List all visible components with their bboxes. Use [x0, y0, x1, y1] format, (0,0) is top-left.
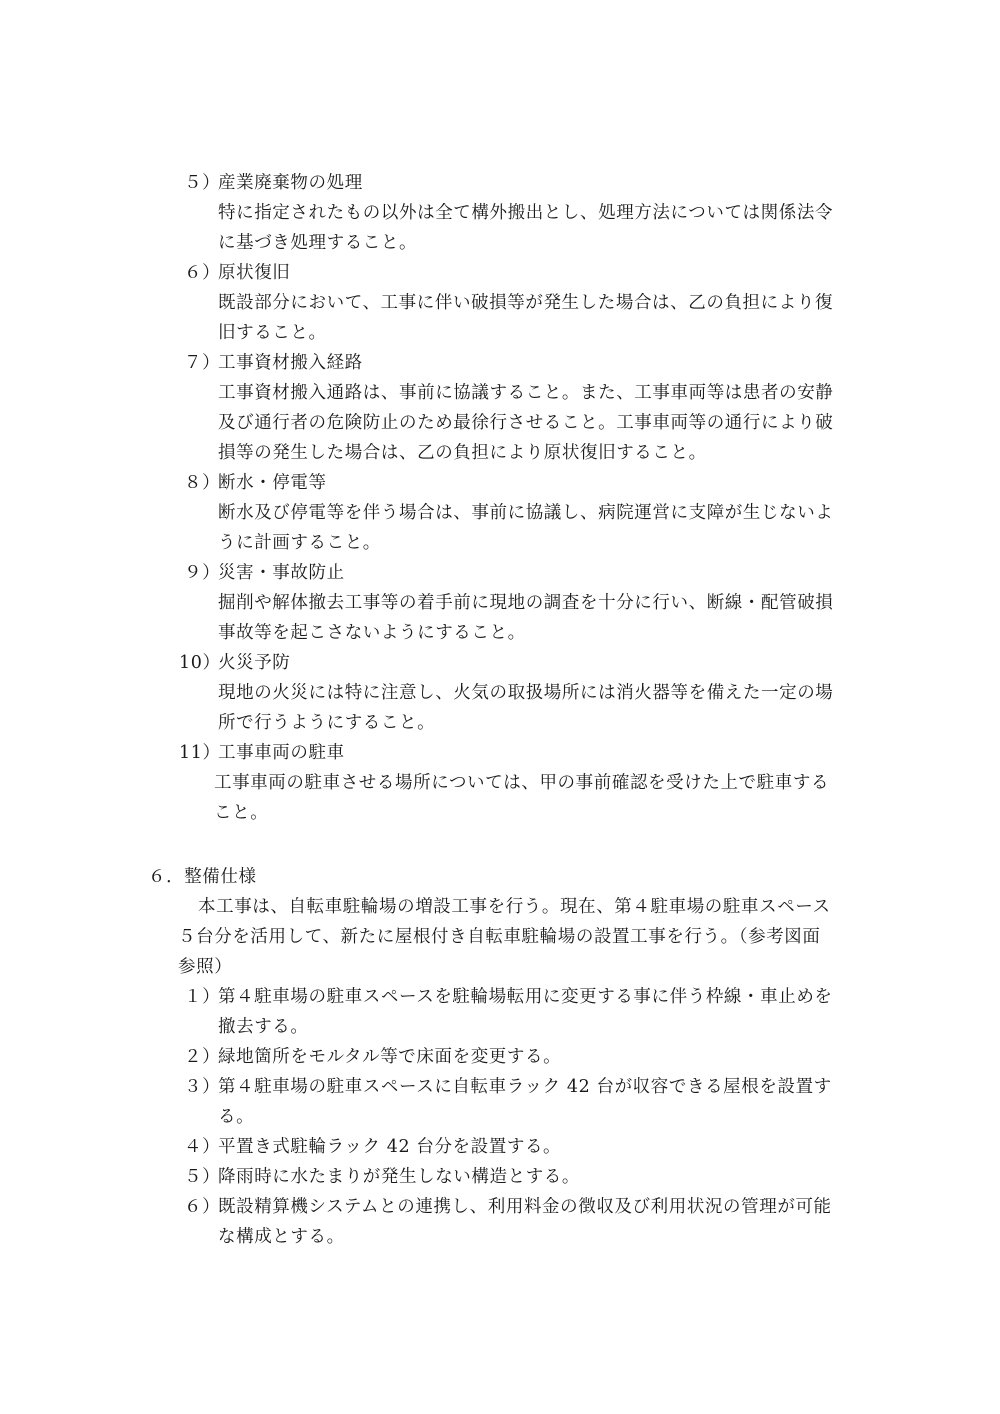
section-intro-line: 参照）: [178, 957, 233, 977]
item-body-line: に基づき処理すること。: [218, 233, 418, 253]
spec-item-line: 第４駐車場の駐車スペースに自転車ラック 42 台が収容できる屋根を設置す: [218, 1077, 832, 1097]
item-body-line: うに計画すること。: [218, 533, 381, 553]
item-body-line: 及び通行者の危険防止のため最徐行させること。工事車両等の通行により破: [218, 413, 834, 433]
item-body-line: 掘削や解体撤去工事等の着手前に現地の調査を十分に行い、断線・配管破損: [218, 593, 834, 613]
section-intro-line: 本工事は、自転車駐輪場の増設工事を行う。現在、第４駐車場の駐車スペース: [198, 897, 831, 917]
item-title: 工事資材搬入経路: [218, 353, 363, 373]
spec-item-number: ３）: [184, 1077, 221, 1097]
item-number: ６）: [184, 263, 221, 283]
spec-item-number: ５）: [184, 1167, 221, 1187]
item-title: 産業廃棄物の処理: [218, 173, 363, 193]
item-body-line: 所で行うようにすること。: [218, 713, 436, 733]
item-body-line: 工事資材搬入通路は、事前に協議すること。また、工事車両等は患者の安静: [218, 383, 834, 403]
item-body-line: こと。: [214, 803, 269, 823]
item-body-line: 事故等を起こさないようにすること。: [218, 623, 526, 643]
item-number: ９）: [184, 563, 221, 583]
item-body-line: 現地の火災には特に注意し、火気の取扱場所には消火器等を備えた一定の場: [218, 683, 834, 703]
item-body-line: 断水及び停電等を伴う場合は、事前に協議し、病院運営に支障が生じないよ: [218, 503, 834, 523]
section-heading: ６．整備仕様: [148, 867, 257, 887]
item-body-line: 既設部分において、工事に伴い破損等が発生した場合は、乙の負担により復: [218, 293, 834, 313]
section-intro-line: ５台分を活用して、新たに屋根付き自転車駐輪場の設置工事を行う。（参考図面: [178, 927, 821, 947]
spec-item-number: ４）: [184, 1137, 221, 1157]
item-body-line: 旧すること。: [218, 323, 327, 343]
spec-item-line: 降雨時に水たまりが発生しない構造とする。: [218, 1167, 580, 1187]
spec-item-number: ６）: [184, 1197, 221, 1217]
spec-item-line: 緑地箇所をモルタル等で床面を変更する。: [218, 1047, 562, 1067]
spec-item-line: な構成とする。: [218, 1227, 345, 1247]
spec-item-number: ２）: [184, 1047, 221, 1067]
item-body-line: 工事車両の駐車させる場所については、甲の事前確認を受けた上で駐車する: [214, 773, 830, 793]
item-title: 断水・停電等: [218, 473, 327, 493]
item-number: ５）: [184, 173, 221, 193]
item-number: ８）: [184, 473, 221, 493]
spec-item-line: 撤去する。: [218, 1017, 309, 1037]
item-body-line: 特に指定されたもの以外は全て構外搬出とし、処理方法については関係法令: [218, 203, 834, 223]
spec-item-line: 既設精算機システムとの連携し、利用料金の徴収及び利用状況の管理が可能: [218, 1197, 832, 1217]
item-title: 火災予防: [218, 653, 291, 673]
item-body-line: 損等の発生した場合は、乙の負担により原状復旧すること。: [218, 443, 707, 463]
spec-item-line: 第４駐車場の駐車スペースを駐輪場転用に変更する事に伴う枠線・車止めを: [218, 987, 833, 1007]
item-number: 10）: [179, 653, 221, 673]
item-number: ７）: [184, 353, 221, 373]
item-number: 11）: [179, 743, 221, 763]
spec-item-number: １）: [184, 987, 221, 1007]
item-title: 災害・事故防止: [218, 563, 345, 583]
spec-item-line: る。: [218, 1107, 255, 1127]
spec-item-line: 平置き式駐輪ラック 42 台分を設置する。: [218, 1137, 562, 1157]
item-title: 工事車両の駐車: [218, 743, 345, 763]
item-title: 原状復旧: [218, 263, 291, 283]
